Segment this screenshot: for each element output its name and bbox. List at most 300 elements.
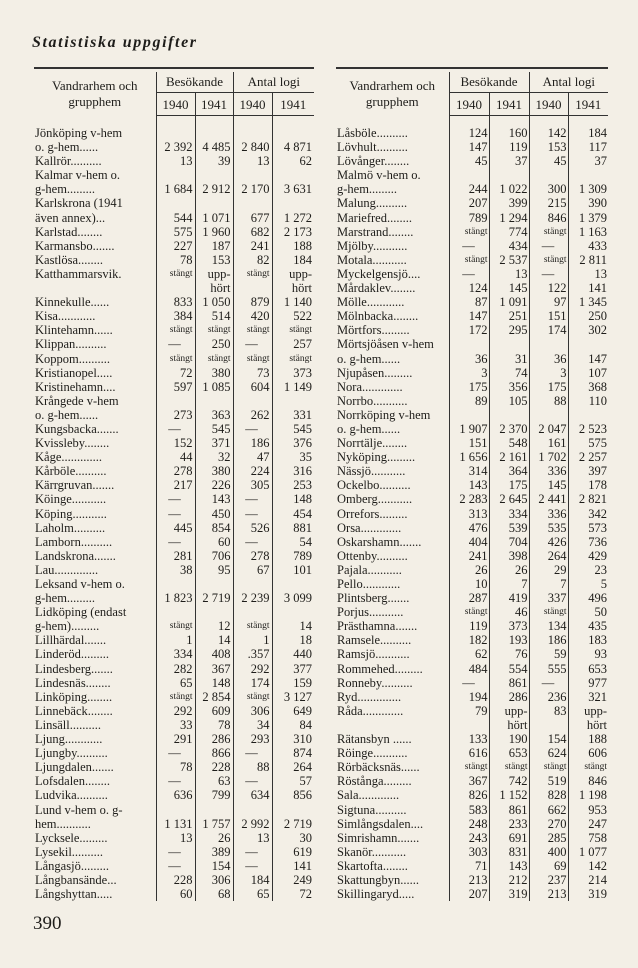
value-cell: 303	[449, 845, 489, 859]
value-cell: 846	[568, 774, 608, 788]
value-cell: 183	[568, 633, 608, 647]
hostel-name-cell: o. g-hem......	[35, 407, 99, 422]
value-cell: 2 441	[529, 492, 568, 506]
value-cell	[272, 803, 314, 817]
value-cell: 548	[489, 436, 529, 450]
value-cell: 72	[272, 887, 314, 901]
table-row	[34, 337, 314, 351]
value-cell: 306	[233, 704, 272, 718]
value-cell: 10	[449, 577, 489, 591]
value-cell: 662	[529, 803, 568, 817]
value-cell: 2 537	[489, 253, 529, 267]
value-cell: stängt	[529, 605, 568, 619]
value-cell: 682	[233, 225, 272, 239]
value-cell: 141	[568, 281, 608, 295]
hostel-name-cell: Omberg...........	[337, 492, 413, 507]
value-cell	[568, 408, 608, 422]
value-cell: 184	[233, 873, 272, 887]
hostel-name-cell: Marstrand........	[337, 224, 414, 239]
value-cell: 12	[195, 619, 233, 633]
hostel-name-cell: Kastlösa........	[35, 252, 104, 267]
value-cell	[156, 605, 195, 619]
table-row	[336, 746, 608, 760]
hostel-name-cell: Rörbäcksnäs......	[337, 760, 420, 775]
table-row	[336, 478, 608, 492]
value-cell: —	[529, 676, 568, 690]
year-header: 1941	[568, 93, 608, 116]
value-cell: 677	[233, 211, 272, 225]
table-row	[336, 605, 608, 619]
lodgings-column-header: Antal logi	[233, 72, 314, 93]
value-cell: 88	[529, 394, 568, 408]
value-cell: 1 149	[272, 380, 314, 394]
table-spacer-row	[34, 116, 314, 127]
value-cell: 377	[272, 662, 314, 676]
value-cell: 389	[195, 845, 233, 859]
value-cell: 522	[272, 309, 314, 323]
hostel-name-cell: g-hem).........	[35, 619, 100, 634]
value-cell: 390	[568, 196, 608, 210]
hostel-name-cell: Prästhamna.......	[337, 619, 418, 634]
table-row	[34, 788, 314, 802]
value-cell: 264	[529, 549, 568, 563]
table-row	[34, 676, 314, 690]
value-cell: 151	[449, 436, 489, 450]
value-cell: 1 823	[156, 591, 195, 605]
value-cell: 30	[272, 831, 314, 845]
value-cell: 399	[489, 196, 529, 210]
value-cell	[195, 577, 233, 591]
value-cell	[233, 605, 272, 619]
value-cell: 37	[489, 154, 529, 168]
value-cell	[233, 394, 272, 408]
value-cell: 29	[529, 563, 568, 577]
table-row	[34, 718, 314, 732]
value-cell: 142	[568, 859, 608, 873]
hostel-name-cell: Pello............	[337, 577, 401, 591]
hostel-name-cell: Nässjö...........	[337, 464, 406, 479]
value-cell	[156, 577, 195, 591]
value-cell: 143	[489, 859, 529, 873]
hostel-name-cell: Skanör...........	[337, 844, 407, 859]
spacer-cell	[156, 116, 195, 127]
value-cell: 2 283	[449, 492, 489, 506]
value-cell: 799	[195, 788, 233, 802]
value-cell: 373	[489, 619, 529, 633]
hostel-name-cell: Simrishamn.......	[337, 830, 420, 845]
value-cell: 152	[156, 436, 195, 450]
value-cell	[449, 408, 489, 422]
table-row	[34, 704, 314, 718]
value-cell: 217	[156, 478, 195, 492]
value-cell: 653	[489, 746, 529, 760]
value-cell: 18	[272, 633, 314, 647]
value-cell: 247	[568, 817, 608, 831]
value-cell: 44	[156, 450, 195, 464]
value-cell: 2 821	[568, 492, 608, 506]
value-cell: 1 140	[272, 295, 314, 309]
table-row	[336, 563, 608, 577]
value-cell: 1 272	[272, 211, 314, 225]
hostel-name-cell: Rommehed.........	[337, 661, 423, 676]
value-cell: 316	[272, 464, 314, 478]
value-cell: 13	[156, 831, 195, 845]
hostel-name-cell: Kungsbacka.......	[35, 421, 119, 436]
table-row	[336, 591, 608, 605]
hostel-name-cell: Lövånger........	[337, 154, 410, 169]
value-cell: 62	[449, 647, 489, 661]
value-cell	[156, 803, 195, 817]
value-cell: stängt	[233, 352, 272, 366]
table-row	[34, 535, 314, 549]
visitors-column-header: Besökande	[156, 72, 233, 93]
left-table-body	[34, 116, 314, 902]
value-cell: 2 523	[568, 422, 608, 436]
value-cell: 874	[272, 746, 314, 760]
value-cell: —	[156, 492, 195, 506]
value-cell: 270	[529, 817, 568, 831]
value-cell: stängt	[156, 352, 195, 366]
value-cell: 207	[449, 887, 489, 901]
value-cell: 434	[489, 239, 529, 253]
value-cell	[489, 408, 529, 422]
value-cell: 736	[568, 535, 608, 549]
value-cell: 2 161	[489, 450, 529, 464]
table-row	[34, 887, 314, 901]
hostel-name-cell: Röinge...........	[337, 746, 408, 761]
value-cell: 634	[233, 788, 272, 802]
left-statistics-table	[34, 72, 314, 901]
value-cell: 26	[489, 563, 529, 577]
value-cell: 57	[272, 774, 314, 788]
hostel-name-cell: Koppom..........	[35, 351, 110, 366]
hostel-name-cell: Ramsjö...........	[337, 647, 410, 662]
value-cell: 420	[233, 309, 272, 323]
table-row	[336, 619, 608, 633]
value-cell	[449, 718, 489, 732]
value-cell: 2 239	[233, 591, 272, 605]
value-cell: 124	[449, 281, 489, 295]
value-cell: 706	[195, 549, 233, 563]
value-cell: 213	[529, 887, 568, 901]
table-row	[34, 492, 314, 506]
value-cell: stängt	[156, 619, 195, 633]
value-cell	[529, 408, 568, 422]
hostel-name-cell: Leksand v-hem o.	[35, 577, 125, 591]
value-cell: upp-	[195, 267, 233, 281]
hostel-name-cell: Röstånga.........	[337, 774, 412, 789]
value-cell: 1 050	[195, 295, 233, 309]
table-row	[34, 182, 314, 196]
value-cell: 691	[489, 831, 529, 845]
value-cell: 292	[156, 704, 195, 718]
value-cell: 336	[529, 507, 568, 521]
page-header-title: Statistiska uppgifter	[32, 34, 198, 51]
value-cell	[449, 168, 489, 182]
value-cell: stängt	[489, 760, 529, 774]
value-cell: 319	[568, 887, 608, 901]
value-cell: 1 152	[489, 788, 529, 802]
hostel-name-cell: Linnebäck........	[35, 703, 113, 718]
value-cell: 555	[529, 662, 568, 676]
value-cell: 881	[272, 521, 314, 535]
value-cell: 408	[195, 647, 233, 661]
value-cell	[156, 196, 195, 210]
value-cell: 23	[568, 563, 608, 577]
table-row	[336, 817, 608, 831]
value-cell: —	[233, 492, 272, 506]
table-row	[34, 647, 314, 661]
value-cell: 1 379	[568, 211, 608, 225]
value-cell: 286	[195, 732, 233, 746]
value-cell: 426	[529, 535, 568, 549]
year-header: 1941	[489, 93, 529, 116]
value-cell: —	[233, 859, 272, 873]
table-row	[336, 549, 608, 563]
value-cell	[195, 394, 233, 408]
value-cell: 190	[489, 732, 529, 746]
hostel-name-cell: o. g-hem......	[337, 421, 401, 436]
value-cell: stängt	[529, 225, 568, 239]
hostel-name-cell: Ljungby..........	[35, 746, 108, 761]
table-row	[336, 253, 608, 267]
spacer-cell	[195, 116, 233, 127]
value-cell: —	[233, 845, 272, 859]
value-cell: 182	[449, 633, 489, 647]
value-cell: upp-	[568, 704, 608, 718]
value-cell: 35	[272, 450, 314, 464]
name-column-header: Vandrarhem och grupphem	[336, 72, 449, 116]
value-cell: 2 719	[272, 817, 314, 831]
hostel-name-cell: Mölnbacka........	[337, 309, 419, 324]
value-cell: 609	[195, 704, 233, 718]
value-cell: 54	[272, 535, 314, 549]
table-row	[336, 380, 608, 394]
hostel-name-cell: Kalmar v-hem o.	[35, 168, 121, 183]
value-cell: 866	[195, 746, 233, 760]
value-cell: stängt	[233, 690, 272, 704]
value-cell: stängt	[156, 323, 195, 337]
hostel-name-cell: Lindesnäs........	[35, 675, 111, 690]
value-cell: 147	[568, 352, 608, 366]
value-cell: 310	[272, 732, 314, 746]
value-cell: 13	[156, 154, 195, 168]
hostel-name-cell: Långasjö.........	[35, 858, 109, 873]
value-cell: 1	[156, 633, 195, 647]
value-cell: 2 719	[195, 591, 233, 605]
value-cell: 429	[568, 549, 608, 563]
hostel-name-cell: Kallrör..........	[35, 154, 102, 169]
value-cell: 262	[233, 408, 272, 422]
value-cell: 69	[529, 859, 568, 873]
value-cell: 101	[272, 563, 314, 577]
table-row	[34, 168, 314, 182]
hostel-name-cell: Låsböle..........	[337, 126, 408, 140]
value-cell: 224	[233, 464, 272, 478]
hostel-name-cell: Mjölby...........	[337, 238, 408, 253]
value-cell: —	[449, 239, 489, 253]
value-cell: 175	[449, 380, 489, 394]
value-cell: 76	[489, 647, 529, 661]
value-cell: 3	[529, 366, 568, 380]
table-row	[336, 295, 608, 309]
value-cell: 72	[156, 366, 195, 380]
table-row	[336, 323, 608, 337]
value-cell: 3	[449, 366, 489, 380]
table-row	[336, 887, 608, 901]
value-cell: upp-	[272, 267, 314, 281]
hostel-name-cell: g-hem.........	[35, 182, 96, 197]
hostel-name-cell: Lofsdalen........	[35, 774, 110, 789]
value-cell: 184	[568, 126, 608, 140]
value-cell: 828	[529, 788, 568, 802]
hostel-name-cell: Lau..............	[35, 562, 99, 577]
hostel-name-cell: Långbansände...	[35, 872, 117, 887]
value-cell: 264	[272, 760, 314, 774]
table-row	[34, 507, 314, 521]
hostel-name-cell: Oskarshamn.......	[337, 534, 422, 549]
value-cell: 306	[195, 873, 233, 887]
table-row	[336, 647, 608, 661]
value-cell	[529, 718, 568, 732]
hostel-name-cell: Njupåsen.........	[337, 365, 413, 380]
value-cell: 32	[195, 450, 233, 464]
value-cell: 141	[272, 859, 314, 873]
value-cell: 445	[156, 521, 195, 535]
value-cell: stängt	[449, 253, 489, 267]
value-cell: 433	[568, 239, 608, 253]
table-row	[34, 690, 314, 704]
value-cell: 3 127	[272, 690, 314, 704]
value-cell: 214	[568, 873, 608, 887]
value-cell: 2 811	[568, 253, 608, 267]
value-cell: 281	[156, 549, 195, 563]
table-row	[34, 633, 314, 647]
table-row	[34, 281, 314, 295]
value-cell	[529, 337, 568, 351]
value-cell: —	[233, 507, 272, 521]
value-cell: 241	[449, 549, 489, 563]
value-cell: 119	[489, 140, 529, 154]
value-cell: 95	[195, 563, 233, 577]
hostel-name-cell: Köinge...........	[35, 492, 107, 507]
value-cell: 1 198	[568, 788, 608, 802]
hostel-name-cell: Laholm..........	[35, 520, 106, 535]
value-cell	[156, 394, 195, 408]
value-cell: —	[156, 845, 195, 859]
value-cell: 4 871	[272, 140, 314, 154]
value-cell: 36	[449, 352, 489, 366]
spacer-cell	[449, 116, 489, 127]
visitors-column-header: Besökande	[449, 72, 529, 93]
value-cell: 67	[233, 563, 272, 577]
table-row	[34, 196, 314, 210]
value-cell: 2 392	[156, 140, 195, 154]
table-row	[336, 309, 608, 323]
value-cell: 160	[489, 126, 529, 140]
hostel-name-cell: Porjus...........	[337, 605, 404, 620]
table-row	[34, 126, 314, 140]
value-cell: 228	[156, 873, 195, 887]
hostel-name-cell: Linsäll..........	[35, 717, 101, 732]
value-cell: 397	[568, 464, 608, 478]
value-cell: 74	[489, 366, 529, 380]
value-cell: 368	[568, 380, 608, 394]
value-cell: 253	[272, 478, 314, 492]
value-cell: 1 960	[195, 225, 233, 239]
value-cell	[195, 803, 233, 817]
value-cell: 39	[195, 154, 233, 168]
value-cell: 107	[568, 366, 608, 380]
value-cell: 78	[156, 760, 195, 774]
spacer-cell	[233, 116, 272, 127]
value-cell: 282	[156, 662, 195, 676]
table-row	[34, 662, 314, 676]
value-cell: 619	[272, 845, 314, 859]
table-row	[336, 225, 608, 239]
value-cell: 535	[529, 521, 568, 535]
value-cell: 31	[489, 352, 529, 366]
hostel-name-cell: Nyköping.........	[337, 450, 416, 465]
hostel-name-cell: g-hem.........	[35, 591, 96, 606]
value-cell: 440	[272, 647, 314, 661]
table-row	[34, 366, 314, 380]
value-cell: 119	[449, 619, 489, 633]
value-cell: 305	[233, 478, 272, 492]
table-row	[336, 845, 608, 859]
table-row	[34, 774, 314, 788]
value-cell	[233, 281, 272, 295]
value-cell: 60	[195, 535, 233, 549]
value-cell: 833	[156, 295, 195, 309]
value-cell: 1 131	[156, 817, 195, 831]
value-cell: 97	[529, 295, 568, 309]
table-row	[336, 774, 608, 788]
value-cell: 454	[272, 507, 314, 521]
value-cell: 400	[529, 845, 568, 859]
value-cell: 789	[449, 211, 489, 225]
hostel-name-cell: Kårböle..........	[35, 464, 107, 479]
value-cell: —	[233, 774, 272, 788]
table-row	[34, 464, 314, 478]
spacer-cell	[529, 116, 568, 127]
value-cell: 153	[529, 140, 568, 154]
value-cell: stängt	[272, 323, 314, 337]
table-row	[336, 704, 608, 718]
value-cell: 1 071	[195, 211, 233, 225]
value-cell	[156, 168, 195, 182]
hostel-name-cell: Kristinehamn....	[35, 379, 116, 394]
table-row	[34, 859, 314, 873]
value-cell: 60	[156, 887, 195, 901]
table-row	[336, 633, 608, 647]
value-cell: —	[156, 774, 195, 788]
value-cell: 861	[489, 803, 529, 817]
value-cell: 175	[529, 380, 568, 394]
value-cell: 145	[489, 281, 529, 295]
table-row	[336, 196, 608, 210]
value-cell: 105	[489, 394, 529, 408]
value-cell: 2 912	[195, 182, 233, 196]
hostel-name-cell: Pajala...........	[337, 562, 402, 577]
hostel-name-cell: Klippan..........	[35, 337, 107, 352]
value-cell	[568, 168, 608, 182]
spacer-cell	[34, 116, 156, 127]
value-cell: 147	[449, 140, 489, 154]
value-cell: —	[156, 535, 195, 549]
value-cell: 336	[529, 464, 568, 478]
value-cell: stängt	[233, 323, 272, 337]
